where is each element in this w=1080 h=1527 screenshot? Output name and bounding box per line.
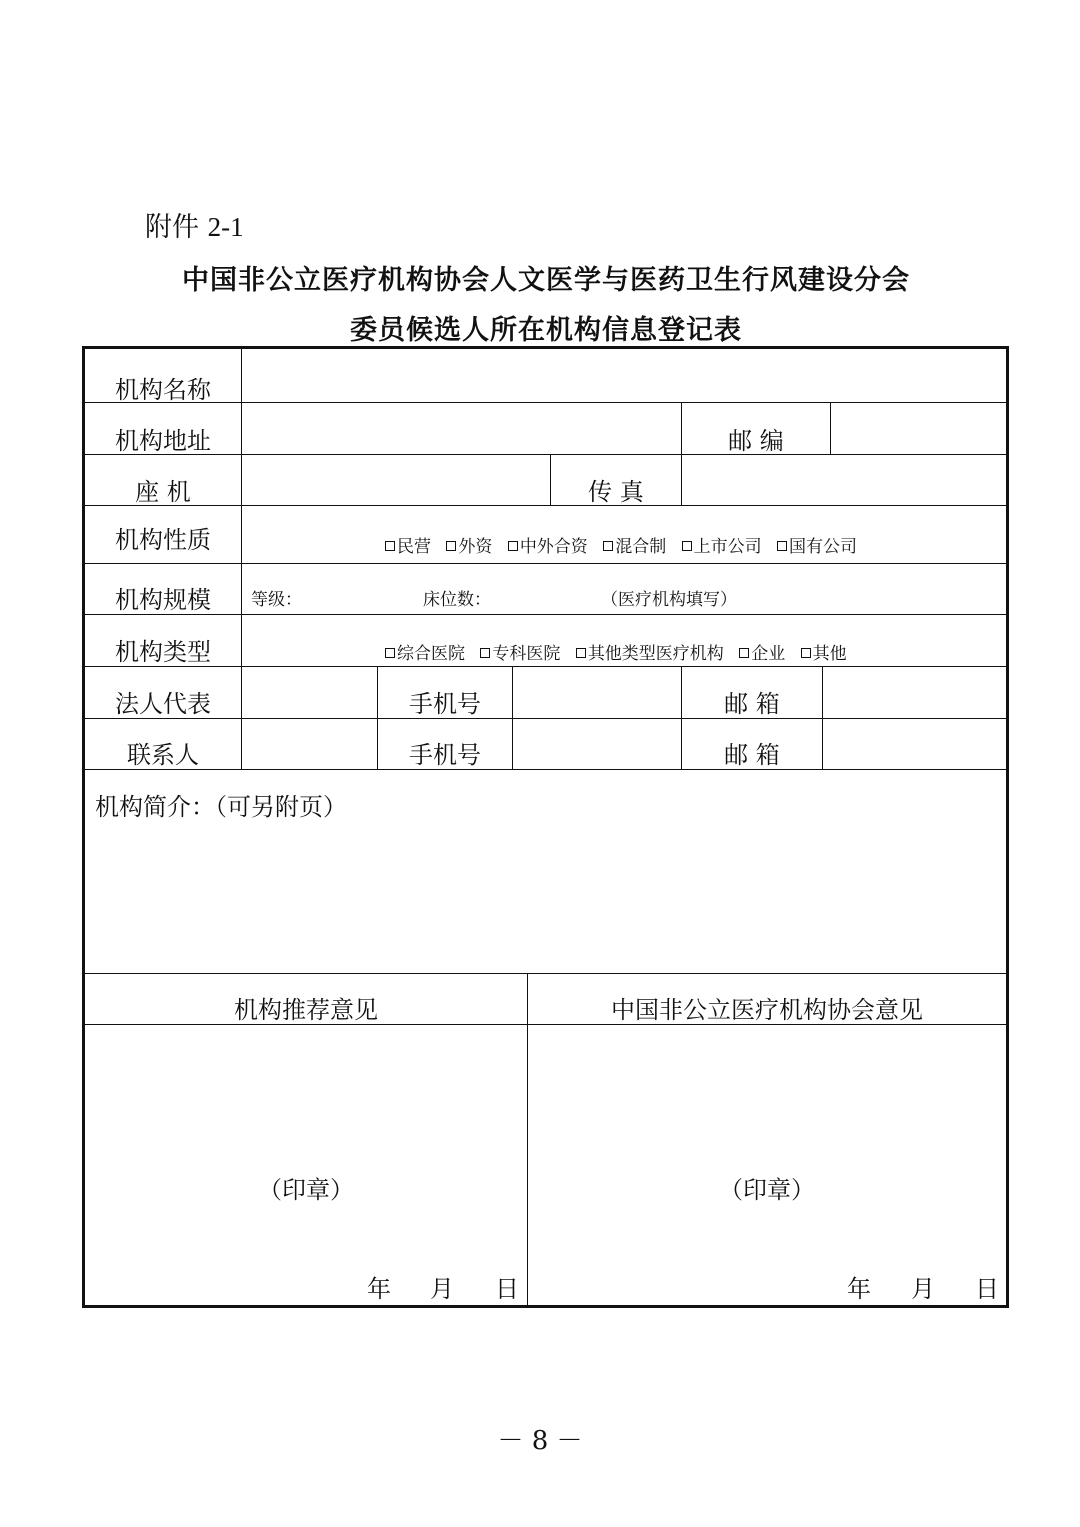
checkbox-icon [508,541,518,551]
contact-mobile-label: 手机号 [409,740,481,769]
org-seal-label: （印章） [258,1175,354,1204]
postcode-field[interactable] [831,403,1006,454]
postcode-label: 邮 编 [728,426,784,455]
checkbox-option[interactable]: 混合制 [603,537,666,557]
assoc-date-year: 年 [847,1274,871,1303]
org-opinion-label: 机构推荐意见 [234,995,378,1024]
checkbox-option[interactable]: 其他 [801,644,847,664]
checkbox-icon [739,648,749,658]
checkbox-option[interactable]: 综合医院 [385,644,465,664]
checkbox-option[interactable]: 国有公司 [777,537,857,557]
contact-label: 联系人 [127,740,199,769]
org-type-label: 机构类型 [115,637,211,666]
contact-email-label: 邮 箱 [724,740,780,769]
checkbox-icon [801,648,811,658]
assoc-date-month: 月 [911,1274,935,1303]
checkbox-icon [446,541,456,551]
legal-rep-email-field[interactable] [823,667,1006,718]
contact-mobile-field[interactable] [513,719,681,769]
registration-form-table [82,346,1009,1308]
checkbox-icon [480,648,490,658]
org-nature-label: 机构性质 [115,525,211,554]
legal-rep-mobile-label: 手机号 [409,689,481,718]
checkbox-icon [682,541,692,551]
contact-field[interactable] [242,719,377,769]
org-nature-options [385,532,867,557]
grade-label: 等级： [251,589,302,610]
assoc-opinion-label: 中国非公立医疗机构协会意见 [611,995,923,1024]
org-date-month: 月 [430,1274,454,1303]
org-opinion-field[interactable] [85,1025,527,1175]
scale-note: （医疗机构填写） [601,589,737,610]
legal-rep-email-label: 邮 箱 [724,689,780,718]
attachment-heading [145,205,244,244]
checkbox-icon [576,648,586,658]
org-scale-label: 机构规模 [115,585,211,614]
checkbox-icon [385,648,395,658]
legal-rep-mobile-field[interactable] [513,667,681,718]
checkbox-icon [385,541,395,551]
attachment-label: 附件 [145,212,199,243]
form-title-line2: 委员候选人所在机构信息登记表 [350,315,742,346]
legal-rep-label: 法人代表 [115,689,211,718]
form-title-line1: 中国非公立医疗机构协会人文医学与医药卫生行风建设分会 [182,265,910,296]
checkbox-option[interactable]: 中外合资 [508,537,588,557]
checkbox-icon [603,541,613,551]
phone-label: 座 机 [135,477,191,506]
assoc-seal-label: （印章） [719,1175,815,1204]
page-number: － 8 － [497,1426,583,1456]
checkbox-icon [777,541,787,551]
checkbox-option[interactable]: 其他类型医疗机构 [576,644,724,664]
checkbox-option[interactable]: 上市公司 [682,537,762,557]
checkbox-option[interactable]: 外资 [446,537,492,557]
org-name-field[interactable] [242,349,1006,402]
org-date-year: 年 [367,1274,391,1303]
checkbox-option[interactable]: 企业 [739,644,785,664]
phone-field[interactable] [242,455,550,505]
beds-label: 床位数： [423,589,491,610]
org-intro-field[interactable] [85,824,1006,973]
org-address-field[interactable] [242,403,681,454]
fax-field[interactable] [682,455,1006,505]
assoc-date-day: 日 [975,1274,999,1303]
contact-email-field[interactable] [823,719,1006,769]
org-type-options [385,639,857,664]
assoc-opinion-field[interactable] [528,1025,1006,1175]
org-intro-label: 机构简介：（可另附页） [95,792,347,821]
org-name-label: 机构名称 [115,375,211,404]
checkbox-option[interactable]: 专科医院 [480,644,560,664]
org-address-label: 机构地址 [115,426,211,455]
fax-label: 传 真 [588,477,644,506]
org-date-day: 日 [495,1274,519,1303]
checkbox-option[interactable]: 民营 [385,537,431,557]
attachment-number: 2-1 [207,212,244,242]
legal-rep-field[interactable] [242,667,377,718]
